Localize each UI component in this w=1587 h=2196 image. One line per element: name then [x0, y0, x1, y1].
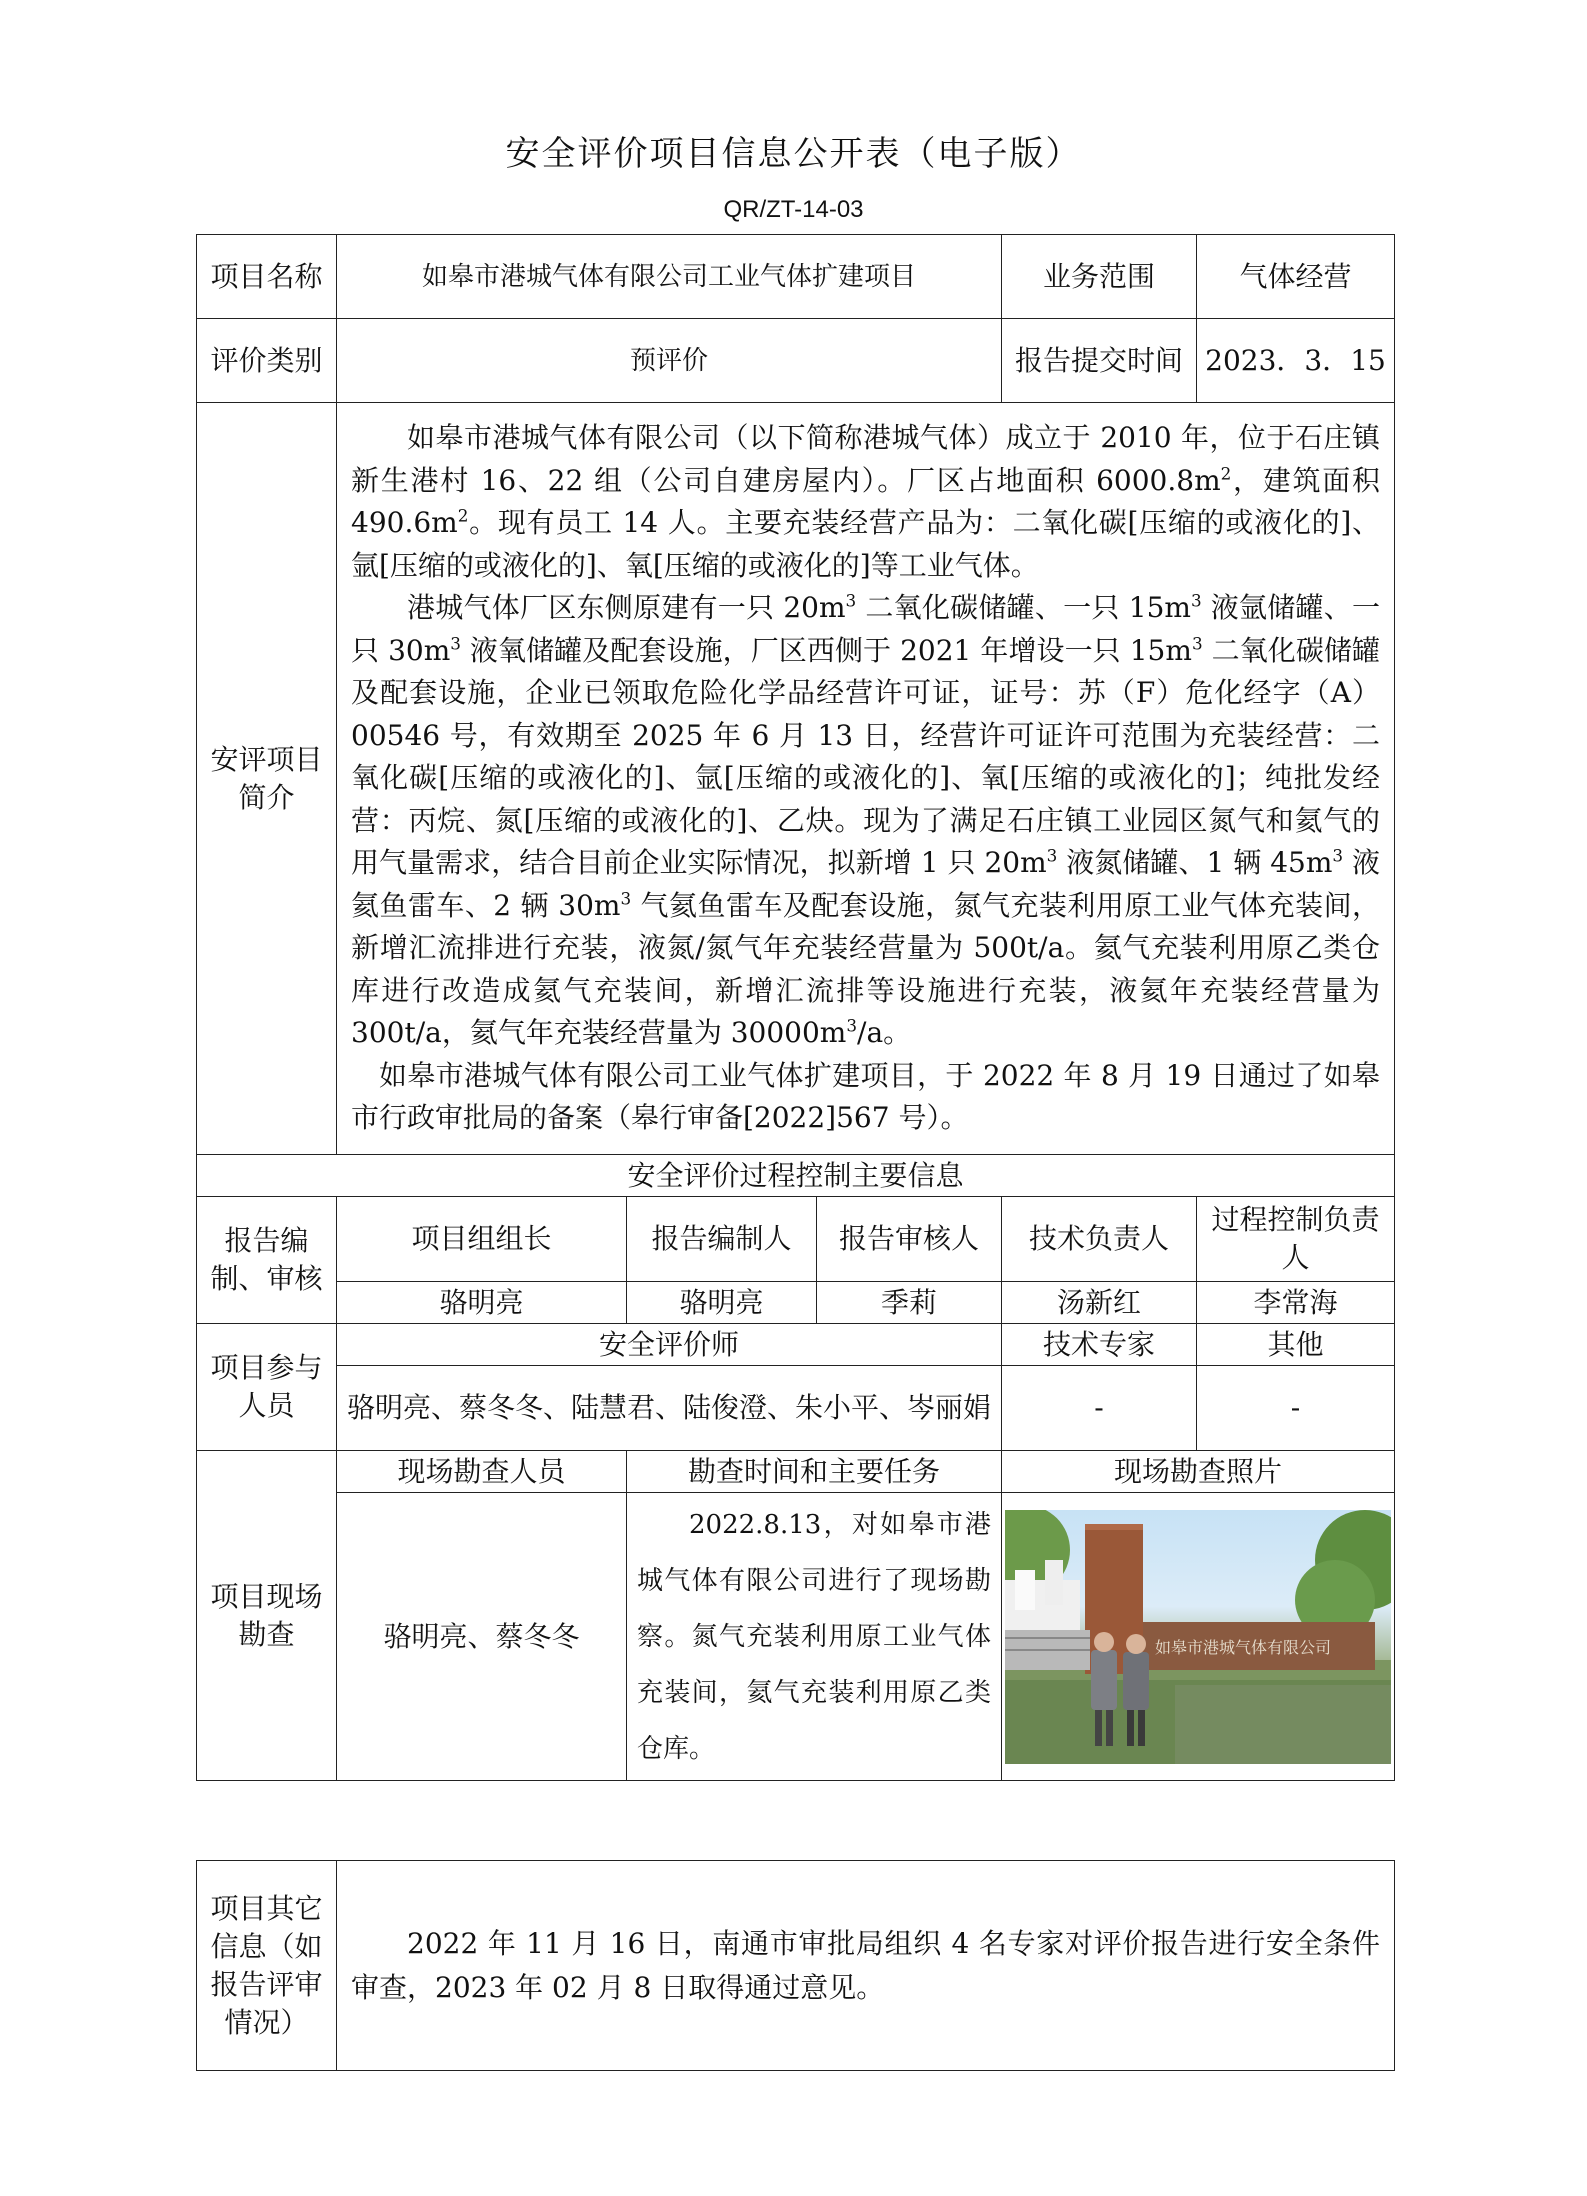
info-table [196, 234, 1395, 1781]
other-names: - [1197, 1366, 1395, 1451]
summary-text: 如皋市港城气体有限公司（以下简称港城气体）成立于 2010 年，位于石庄镇新生港村 16、22 组（公司自建房屋内）。厂区占地面积 $6000.8m^2$，建筑面积 $490.6m^2$。现有员工 14 人。主要充装经营产品为：二氧化碳[压缩的或液化的]、氩[压缩的或液化的]、氧[压缩的或液化的]等工业气体。 港城气体厂区东侧原建有一只 $20m^3$ 二氧化碳储罐、一只 $15m^3$ 液氩储罐、一只 $30m^3$ 液氧储罐及配套设施，厂区西侧于 2021 年增设一只 $15m^3$ 二氧化碳储罐及配套设施，企业已领取危险化学品经营许可证，证号：苏（F）危化经字（A）00546 号，有效期至 2025 年 6 月 13 日，经营许可证许可范围为充装经营：二氧化碳[压缩的或液化的]、氩[压缩的或液化的]、氧[压缩的或液化的]；纯批发经营：丙烷、氮[压缩的或液化的]、乙炔。现为了满足石庄镇工业园区氮气和氦气的用气量需求，结合目前企业实际情况，拟新增 1 只 $20m^3$ 液氮储罐、1 辆 $45m^3$ 液氦鱼雷车、2 辆 $30m^3$ 气氦鱼雷车及配套设施，氮气充装利用原工业气体充装间，新增汇流排进行充装，液氮/氮气年充装经营量为 500t/a。氦气充装利用原乙类仓库进行改造成氦气充装间，新增汇流排等设施进行充装，液氦年充装经营量为 300t/a，氦气年充装经营量为 $30000m^3/a$。 如皋市港城气体有限公司工业气体扩建项目，于 2022 年 8 月 19 日通过了如皋市行政审批局的备案（皋行审备[2022]567 号）。 [337, 403, 1395, 1155]
expert-header: 技术专家 [1002, 1324, 1197, 1366]
project-name-label: 项目名称 [197, 235, 337, 319]
business-scope: 气体经营 [1197, 235, 1395, 319]
participants-label: 项目参与人员 [197, 1324, 337, 1451]
process-row-label: 报告编制、审核 [197, 1197, 337, 1324]
process-header: 安全评价过程控制主要信息 [197, 1155, 1395, 1197]
submit-time-label: 报告提交时间 [1002, 319, 1197, 403]
expert-names: - [1002, 1366, 1197, 1451]
site-task: 2022.8.13，对如皋市港城气体有限公司进行了现场勘察。氮气充装利用原工业气体充装间，氦气充装利用原乙类仓库。 [627, 1493, 1002, 1781]
name-team-leader: 骆明亮 [337, 1282, 627, 1324]
other-info-label: 项目其它信息（如报告评审情况） [197, 1861, 337, 2071]
name-tech-lead: 汤新红 [1002, 1282, 1197, 1324]
role-report-reviewer: 报告审核人 [817, 1197, 1002, 1282]
business-scope-label: 业务范围 [1002, 235, 1197, 319]
other-info-table [196, 1860, 1395, 2071]
eval-type: 预评价 [337, 319, 1002, 403]
site-photo-cell [1002, 1493, 1395, 1781]
evaluator-names: 骆明亮、蔡冬冬、陆慧君、陆俊澄、朱小平、岑丽娟 [337, 1366, 1002, 1451]
name-process-control: 李常海 [1197, 1282, 1395, 1324]
other-info-text: 2022 年 11 月 16 日，南通市审批局组织 4 名专家对评价报告进行安全条件审查，2023 年 02 月 8 日取得通过意见。 [337, 1861, 1395, 2071]
site-staff: 骆明亮、蔡冬冬 [337, 1493, 627, 1781]
site-photo-drawing [1005, 1510, 1391, 1764]
site-photo [1005, 1510, 1391, 1764]
site-staff-header: 现场勘查人员 [337, 1451, 627, 1493]
evaluator-header: 安全评价师 [337, 1324, 1002, 1366]
project-name: 如皋市港城气体有限公司工业气体扩建项目 [337, 235, 1002, 319]
sign-text: 如皋市港城气体有限公司 [1155, 1637, 1332, 1657]
summary-label: 安评项目简介 [197, 403, 337, 1155]
name-report-reviewer: 季莉 [817, 1282, 1002, 1324]
name-report-writer: 骆明亮 [627, 1282, 817, 1324]
site-task-header: 勘查时间和主要任务 [627, 1451, 1002, 1493]
role-tech-lead: 技术负责人 [1002, 1197, 1197, 1282]
role-process-control: 过程控制负责人 [1197, 1197, 1395, 1282]
site-photo-header: 现场勘查照片 [1002, 1451, 1395, 1493]
submit-time: 2023．3．15 [1197, 319, 1395, 403]
role-report-writer: 报告编制人 [627, 1197, 817, 1282]
site-label: 项目现场勘查 [197, 1451, 337, 1781]
eval-type-label: 评价类别 [197, 319, 337, 403]
role-team-leader: 项目组组长 [337, 1197, 627, 1282]
other-header: 其他 [1197, 1324, 1395, 1366]
page-title: 安全评价项目信息公开表（电子版） [505, 134, 1082, 174]
document-code: QR/ZT-14-03 [723, 196, 864, 223]
